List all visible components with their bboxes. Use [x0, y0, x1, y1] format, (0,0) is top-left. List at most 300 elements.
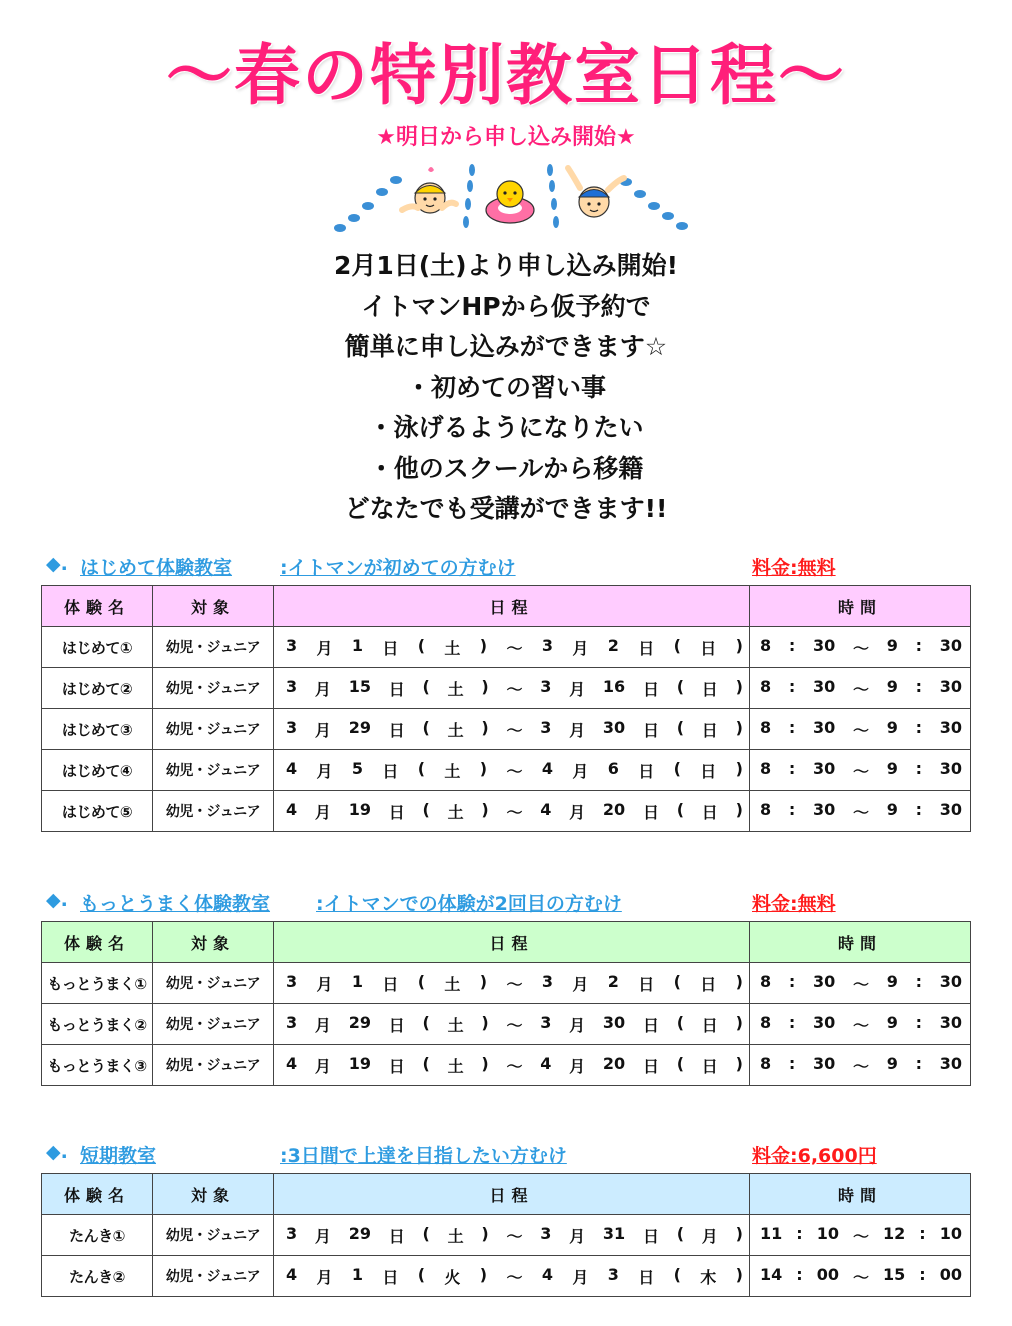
class-target: 幼児・ジュニア: [153, 709, 274, 750]
time-part: :: [915, 1012, 922, 1032]
time-part: :: [915, 717, 922, 737]
time-part: 8: [760, 1053, 772, 1073]
date-part: (: [422, 1053, 430, 1073]
date-part: 3: [540, 717, 552, 737]
date-part: 日: [638, 638, 655, 658]
time-part: :: [796, 1264, 803, 1284]
date-part: ): [481, 799, 489, 819]
time-part: 〜: [852, 802, 869, 822]
header-time: 時間: [750, 586, 971, 627]
date-part: ): [735, 1264, 743, 1284]
time-part: :: [915, 758, 922, 778]
header-name: 体験名: [42, 922, 153, 963]
class-time: [750, 627, 971, 668]
date-part: ): [481, 717, 489, 737]
date-part: 日: [642, 679, 659, 699]
intro-message: [0, 246, 1012, 530]
date-part: 月: [569, 679, 586, 699]
time-part: 30: [812, 635, 836, 655]
schedule-table-mottoumaku: [41, 921, 971, 1086]
page-subtitle: ★明日から申し込み開始★: [376, 125, 636, 150]
class-dates: [274, 1256, 750, 1297]
time-part: 9: [886, 676, 898, 696]
swimmer-boy-icon: [402, 167, 456, 213]
section-fee: 料金:6,600円: [752, 1145, 877, 1167]
time-part: 〜: [852, 638, 869, 658]
intro-line: 2月1日(土)より申し込み開始!: [333, 251, 679, 280]
date-part: 20: [602, 799, 626, 819]
time-part: 8: [760, 971, 772, 991]
class-name: たんき②: [42, 1256, 153, 1297]
intro-line: ・初めての習い事: [405, 372, 606, 402]
time-part: 30: [812, 1053, 836, 1073]
time-part: 30: [939, 635, 962, 655]
date-part: ): [735, 635, 743, 655]
header-time: 時間: [750, 922, 971, 963]
class-target: 幼児・ジュニア: [153, 1004, 274, 1045]
time-part: :: [788, 1053, 796, 1073]
table-row: [42, 1045, 971, 1086]
table-row: [42, 1215, 971, 1256]
diamond-icon: ◆.: [46, 553, 68, 575]
date-part: 日: [382, 638, 399, 658]
date-part: 日: [388, 802, 405, 822]
date-part: 〜: [506, 1015, 523, 1035]
time-part: :: [788, 676, 796, 696]
class-dates: [274, 1215, 750, 1256]
date-part: 日: [642, 1056, 659, 1076]
date-part: 3: [540, 1223, 552, 1243]
date-part: 16: [602, 676, 626, 696]
date-part: (: [676, 1012, 685, 1032]
date-part: 月: [572, 974, 589, 994]
date-part: 〜: [506, 1056, 523, 1076]
table-row: [42, 791, 971, 832]
time-part: 30: [939, 758, 962, 778]
date-part: (: [417, 635, 426, 655]
date-part: 31: [602, 1223, 626, 1243]
class-name: もっとうまく③: [42, 1045, 153, 1086]
date-part: 日: [638, 1267, 655, 1287]
class-target: 幼児・ジュニア: [153, 1045, 274, 1086]
date-part: 〜: [506, 802, 523, 822]
section-heading-mottoumaku: [46, 889, 976, 917]
date-part: (: [673, 971, 681, 991]
date-part: ): [481, 1012, 489, 1032]
class-target: 幼児・ジュニア: [153, 1215, 274, 1256]
class-dates: [274, 1045, 750, 1086]
class-target: 幼児・ジュニア: [153, 963, 274, 1004]
date-part: ): [735, 799, 743, 819]
page-title: 〜春の特別教室日程〜: [166, 37, 846, 114]
date-part: 土: [447, 1015, 464, 1035]
date-part: 月: [569, 720, 586, 740]
class-time: [750, 1256, 971, 1297]
date-part: (: [417, 971, 426, 991]
header-time: 時間: [750, 1174, 971, 1215]
time-part: :: [915, 971, 922, 991]
time-part: :: [796, 1223, 803, 1243]
date-part: ): [735, 1053, 743, 1073]
class-time: [750, 709, 971, 750]
time-part: 9: [886, 717, 898, 737]
date-part: 日: [700, 638, 717, 658]
date-part: (: [422, 717, 430, 737]
date-part: 3: [286, 717, 298, 737]
date-part: (: [422, 1012, 430, 1032]
class-time: [750, 1004, 971, 1045]
time-part: 〜: [852, 1015, 869, 1035]
section-description: :イトマンでの体験が2回目の方むけ: [316, 893, 622, 915]
time-part: 14: [760, 1264, 783, 1284]
date-part: 3: [540, 676, 552, 696]
date-part: ): [481, 1053, 489, 1073]
date-part: 日: [638, 761, 655, 781]
table-row: [42, 1256, 971, 1297]
header-name: 体験名: [42, 1174, 153, 1215]
time-part: 〜: [852, 679, 869, 699]
date-part: 5: [351, 758, 364, 778]
date-part: 日: [382, 761, 399, 781]
time-part: :: [915, 1053, 922, 1073]
time-part: 〜: [852, 1226, 869, 1246]
intro-line: どなたでも受講ができます!!: [344, 494, 668, 523]
date-part: 1: [351, 635, 364, 655]
header-name: 体験名: [42, 586, 153, 627]
class-name: はじめて②: [42, 668, 153, 709]
class-time: [750, 668, 971, 709]
time-part: :: [915, 799, 922, 819]
class-name: はじめて①: [42, 627, 153, 668]
time-part: 9: [886, 758, 898, 778]
time-part: 30: [939, 971, 962, 991]
date-part: 月: [316, 638, 333, 658]
date-part: (: [417, 1264, 426, 1284]
class-target: 幼児・ジュニア: [153, 668, 274, 709]
date-part: 〜: [506, 974, 523, 994]
time-part: 30: [812, 1012, 836, 1032]
date-part: 日: [388, 1226, 405, 1246]
date-part: 〜: [506, 1267, 523, 1287]
date-part: 2: [607, 635, 619, 655]
date-part: (: [676, 717, 685, 737]
date-part: 4: [286, 1264, 298, 1284]
date-part: 月: [569, 1226, 586, 1246]
date-part: 日: [382, 974, 399, 994]
date-part: 日: [701, 679, 718, 699]
date-part: 月: [701, 1226, 718, 1246]
date-part: ): [479, 1264, 488, 1284]
class-name: はじめて⑤: [42, 791, 153, 832]
date-part: 19: [348, 1053, 371, 1073]
date-part: 日: [642, 1226, 659, 1246]
date-part: (: [422, 676, 430, 696]
intro-line: ・泳げるようになりたい: [368, 413, 644, 442]
header-schedule: 日程: [274, 922, 750, 963]
diamond-icon: ◆.: [46, 889, 68, 911]
date-part: 月: [314, 679, 331, 699]
date-part: ): [479, 971, 488, 991]
date-part: 土: [444, 974, 461, 994]
duck-float-icon: [486, 181, 534, 223]
time-part: 30: [812, 717, 836, 737]
date-part: 日: [642, 802, 659, 822]
intro-line: イトマンHPから仮予約で: [361, 291, 651, 321]
date-part: 4: [286, 1053, 298, 1073]
time-part: 〜: [852, 761, 869, 781]
class-name: たんき①: [42, 1215, 153, 1256]
date-part: 月: [316, 1267, 333, 1287]
table-row: [42, 668, 971, 709]
time-part: 8: [760, 799, 772, 819]
date-part: 日: [388, 679, 405, 699]
section-name: もっとうまく体験教室: [80, 893, 271, 915]
date-part: 29: [348, 717, 371, 737]
header-target: 対象: [153, 586, 274, 627]
time-part: 9: [886, 1053, 898, 1073]
date-part: (: [417, 758, 426, 778]
time-part: 9: [886, 971, 898, 991]
class-dates: [274, 750, 750, 791]
date-part: 3: [541, 635, 553, 655]
date-part: 〜: [506, 638, 523, 658]
date-part: 3: [607, 1264, 619, 1284]
date-part: 日: [701, 720, 718, 740]
intro-line: ・他のスクールから移籍: [368, 453, 644, 483]
date-part: ): [481, 1223, 489, 1243]
date-part: 月: [572, 638, 589, 658]
date-part: 30: [602, 1012, 626, 1032]
date-part: 1: [351, 1264, 364, 1284]
section-name: はじめて体験教室: [80, 557, 233, 579]
date-part: 月: [569, 1015, 586, 1035]
date-part: 月: [569, 1056, 586, 1076]
time-part: 8: [760, 758, 772, 778]
date-part: ): [735, 971, 743, 991]
date-part: 日: [701, 1056, 718, 1076]
class-name: もっとうまく②: [42, 1004, 153, 1045]
date-part: ): [479, 758, 488, 778]
intro-line: 簡単に申し込みができます☆: [344, 332, 668, 361]
time-part: :: [788, 799, 796, 819]
time-part: :: [788, 758, 796, 778]
date-part: 4: [540, 1053, 552, 1073]
header-schedule: 日程: [274, 586, 750, 627]
date-part: 月: [572, 761, 589, 781]
date-part: 木: [700, 1267, 717, 1287]
date-part: 4: [286, 799, 298, 819]
time-part: 12: [883, 1223, 906, 1243]
date-part: 火: [444, 1267, 461, 1287]
date-part: 月: [314, 802, 331, 822]
class-dates: [274, 791, 750, 832]
date-part: 月: [316, 761, 333, 781]
date-part: 日: [701, 1015, 718, 1035]
date-part: 〜: [506, 720, 523, 740]
section-heading-hajimete: [46, 553, 976, 581]
time-part: 30: [812, 799, 836, 819]
date-part: 日: [642, 1015, 659, 1035]
date-part: 日: [701, 802, 718, 822]
date-part: ): [735, 676, 743, 696]
class-dates: [274, 1004, 750, 1045]
schedule-table-tanki: [41, 1173, 971, 1297]
table-row: [42, 627, 971, 668]
date-part: (: [676, 799, 685, 819]
table-row: [42, 750, 971, 791]
time-part: 〜: [852, 1267, 869, 1287]
time-part: :: [915, 635, 922, 655]
class-name: はじめて③: [42, 709, 153, 750]
class-name: もっとうまく①: [42, 963, 153, 1004]
date-part: (: [676, 1053, 685, 1073]
class-time: [750, 1215, 971, 1256]
date-part: 4: [541, 758, 553, 778]
time-part: 30: [939, 717, 962, 737]
time-part: 30: [812, 676, 836, 696]
date-part: (: [673, 1264, 681, 1284]
date-part: 19: [348, 799, 371, 819]
section-description: :イトマンが初めての方むけ: [280, 557, 516, 579]
date-part: 月: [314, 1015, 331, 1035]
class-time: [750, 791, 971, 832]
date-part: 6: [607, 758, 619, 778]
section-name: 短期教室: [80, 1145, 157, 1167]
time-part: 9: [886, 799, 898, 819]
date-part: 〜: [506, 761, 523, 781]
date-part: 29: [348, 1012, 371, 1032]
time-part: :: [788, 717, 796, 737]
date-part: 30: [602, 717, 626, 737]
date-part: 3: [541, 971, 553, 991]
class-dates: [274, 963, 750, 1004]
date-part: 〜: [506, 1226, 523, 1246]
date-part: 月: [314, 1056, 331, 1076]
time-part: 8: [760, 717, 772, 737]
date-part: 20: [602, 1053, 626, 1073]
time-part: 10: [816, 1223, 839, 1243]
time-part: 30: [939, 799, 962, 819]
diving-swimmer-icon: [568, 168, 624, 217]
time-part: 〜: [852, 1056, 869, 1076]
date-part: 3: [286, 971, 298, 991]
section-heading-tanki: [46, 1141, 976, 1169]
time-part: :: [788, 1012, 796, 1032]
table-row: [42, 963, 971, 1004]
time-part: 〜: [852, 974, 869, 994]
class-time: [750, 1045, 971, 1086]
time-part: 9: [886, 1012, 898, 1032]
time-part: :: [788, 635, 796, 655]
table-header-row: [42, 1174, 971, 1215]
diamond-icon: ◆.: [46, 1141, 68, 1163]
date-part: 月: [314, 1226, 331, 1246]
date-part: 月: [314, 720, 331, 740]
time-part: 00: [939, 1264, 962, 1284]
header-schedule: 日程: [274, 1174, 750, 1215]
date-part: 3: [286, 1223, 298, 1243]
date-part: 月: [572, 1267, 589, 1287]
date-part: 29: [348, 1223, 371, 1243]
date-part: 3: [286, 676, 298, 696]
swimming-kids-illustration: [332, 160, 688, 238]
date-part: (: [676, 1223, 685, 1243]
class-target: 幼児・ジュニア: [153, 627, 274, 668]
date-part: 土: [447, 679, 464, 699]
date-part: 4: [286, 758, 298, 778]
time-part: 30: [939, 1053, 962, 1073]
time-part: 30: [939, 676, 962, 696]
class-target: 幼児・ジュニア: [153, 750, 274, 791]
time-part: :: [788, 971, 796, 991]
date-part: 3: [286, 1012, 298, 1032]
date-part: (: [673, 758, 681, 778]
date-part: ): [735, 1012, 743, 1032]
time-part: 8: [760, 1012, 772, 1032]
date-part: 土: [447, 720, 464, 740]
table-row: [42, 1004, 971, 1045]
date-part: 15: [348, 676, 371, 696]
date-part: 日: [388, 720, 405, 740]
class-dates: [274, 709, 750, 750]
table-header-row: [42, 586, 971, 627]
date-part: 土: [447, 1056, 464, 1076]
schedule-table-hajimete: [41, 585, 971, 832]
time-part: 8: [760, 635, 772, 655]
date-part: 3: [286, 635, 298, 655]
time-part: 30: [812, 758, 836, 778]
section-fee: 料金:無料: [752, 557, 836, 579]
date-part: 日: [642, 720, 659, 740]
time-part: 15: [883, 1264, 906, 1284]
date-part: 1: [351, 971, 364, 991]
table-header-row: [42, 922, 971, 963]
date-part: (: [422, 1223, 430, 1243]
time-part: 9: [886, 635, 898, 655]
class-target: 幼児・ジュニア: [153, 791, 274, 832]
time-part: :: [915, 676, 922, 696]
date-part: (: [673, 635, 681, 655]
date-part: ): [735, 758, 743, 778]
date-part: 土: [447, 1226, 464, 1246]
date-part: 月: [316, 974, 333, 994]
time-part: 30: [812, 971, 836, 991]
class-time: [750, 963, 971, 1004]
section-description: :3日間で上達を目指したい方むけ: [280, 1145, 567, 1167]
date-part: 〜: [506, 679, 523, 699]
header-target: 対象: [153, 922, 274, 963]
date-part: ): [481, 676, 489, 696]
time-part: :: [919, 1264, 926, 1284]
class-target: 幼児・ジュニア: [153, 1256, 274, 1297]
class-dates: [274, 627, 750, 668]
date-part: ): [479, 635, 488, 655]
class-name: はじめて④: [42, 750, 153, 791]
date-part: 日: [700, 761, 717, 781]
date-part: 日: [388, 1056, 405, 1076]
date-part: 4: [540, 799, 552, 819]
date-part: 日: [700, 974, 717, 994]
section-fee: 料金:無料: [752, 893, 836, 915]
date-part: ): [735, 717, 743, 737]
date-part: 4: [541, 1264, 553, 1284]
table-row: [42, 709, 971, 750]
class-time: [750, 750, 971, 791]
time-part: 11: [760, 1223, 783, 1243]
date-part: 土: [444, 638, 461, 658]
time-part: 8: [760, 676, 772, 696]
date-part: ): [735, 1223, 743, 1243]
